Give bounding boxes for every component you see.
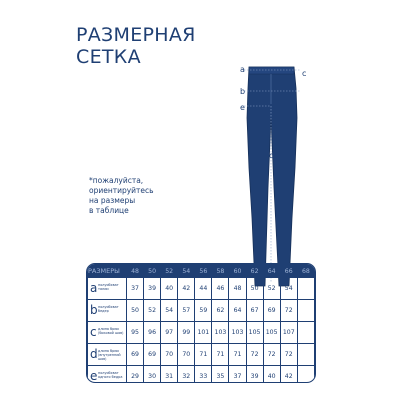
row-description: полуобхват бедер bbox=[98, 305, 119, 313]
row-letter: b bbox=[90, 303, 98, 317]
table-cell: 103 bbox=[212, 322, 229, 344]
row-letter: a bbox=[90, 281, 98, 295]
row-label-e bbox=[88, 366, 127, 384]
table-header-row bbox=[88, 265, 315, 278]
header-size-6: 60 bbox=[229, 265, 246, 278]
row-label-a bbox=[88, 278, 127, 300]
header-size-9: 66 bbox=[280, 265, 297, 278]
table-cell: 30 bbox=[144, 366, 161, 384]
row-description: длина брюк (боковой шов) bbox=[98, 327, 124, 335]
table-cell: 54 bbox=[161, 300, 178, 322]
table-cell bbox=[297, 278, 314, 300]
table-cell: 105 bbox=[246, 322, 263, 344]
header-size-3: 54 bbox=[178, 265, 195, 278]
pants-shape bbox=[247, 67, 297, 286]
size-table-grid bbox=[87, 264, 315, 383]
table-cell bbox=[297, 300, 314, 322]
table-cell: 71 bbox=[212, 344, 229, 366]
table-cell: 42 bbox=[280, 366, 297, 384]
label-e: e bbox=[240, 103, 245, 112]
header-size-10: 68 bbox=[297, 265, 314, 278]
row-label-b bbox=[88, 300, 127, 322]
table-cell: 40 bbox=[161, 278, 178, 300]
table-cell: 40 bbox=[263, 366, 280, 384]
header-sizes-label: РАЗМЕРЫ bbox=[88, 265, 127, 278]
table-cell: 37 bbox=[127, 278, 144, 300]
header-size-4: 56 bbox=[195, 265, 212, 278]
table-cell: 72 bbox=[246, 344, 263, 366]
header-size-2: 52 bbox=[161, 265, 178, 278]
note-line-3: на размеры bbox=[89, 196, 136, 205]
table-cell: 31 bbox=[161, 366, 178, 384]
table-cell: 57 bbox=[178, 300, 195, 322]
header-size-1: 50 bbox=[144, 265, 161, 278]
title-line-2: СЕТКА bbox=[76, 46, 141, 68]
row-letter: d bbox=[90, 347, 98, 361]
note-line-1: *пожалуйста, bbox=[89, 176, 144, 185]
table-cell: 70 bbox=[161, 344, 178, 366]
table-cell: 62 bbox=[212, 300, 229, 322]
header-size-5: 58 bbox=[212, 265, 229, 278]
table-cell: 35 bbox=[212, 366, 229, 384]
title-line-1: РАЗМЕРНАЯ bbox=[76, 24, 196, 46]
table-cell: 71 bbox=[229, 344, 246, 366]
label-c: c bbox=[302, 69, 307, 78]
table-row bbox=[88, 300, 315, 322]
row-description: полуобхват одного бедра bbox=[98, 371, 123, 379]
table-cell: 46 bbox=[212, 278, 229, 300]
table-cell: 39 bbox=[144, 278, 161, 300]
table-cell: 67 bbox=[246, 300, 263, 322]
table-cell: 69 bbox=[127, 344, 144, 366]
table-row bbox=[88, 344, 315, 366]
row-description: длина брюк (внутренний шов) bbox=[98, 349, 121, 361]
label-d: d bbox=[269, 151, 275, 160]
table-cell: 50 bbox=[246, 278, 263, 300]
header-size-8: 64 bbox=[263, 265, 280, 278]
table-cell: 107 bbox=[280, 322, 297, 344]
table-cell: 71 bbox=[195, 344, 212, 366]
note-line-2: ориентируйтесь bbox=[89, 186, 154, 195]
table-row bbox=[88, 278, 315, 300]
pants-waistband bbox=[249, 67, 294, 74]
table-cell: 37 bbox=[229, 366, 246, 384]
table-cell: 72 bbox=[280, 300, 297, 322]
table-cell: 64 bbox=[229, 300, 246, 322]
table-cell: 33 bbox=[195, 366, 212, 384]
table-cell: 103 bbox=[229, 322, 246, 344]
row-letter: e bbox=[90, 369, 98, 383]
table-cell: 99 bbox=[178, 322, 195, 344]
table-cell bbox=[297, 322, 314, 344]
row-label-c bbox=[88, 322, 127, 344]
table-cell: 29 bbox=[127, 366, 144, 384]
table-cell: 72 bbox=[280, 344, 297, 366]
row-letter: c bbox=[90, 325, 97, 339]
table-cell: 96 bbox=[144, 322, 161, 344]
note-line-4: в таблице bbox=[89, 206, 129, 215]
pants-illustration bbox=[226, 58, 316, 288]
table-cell: 54 bbox=[280, 278, 297, 300]
table-cell: 69 bbox=[144, 344, 161, 366]
table-cell: 95 bbox=[127, 322, 144, 344]
table-row bbox=[88, 322, 315, 344]
header-size-0: 48 bbox=[127, 265, 144, 278]
label-a: a bbox=[240, 65, 245, 74]
table-cell: 50 bbox=[127, 300, 144, 322]
table-cell: 70 bbox=[178, 344, 195, 366]
table-cell bbox=[297, 366, 314, 384]
table-cell: 44 bbox=[195, 278, 212, 300]
size-note bbox=[89, 176, 154, 216]
row-label-d bbox=[88, 344, 127, 366]
table-cell bbox=[297, 344, 314, 366]
table-cell: 59 bbox=[195, 300, 212, 322]
table-cell: 39 bbox=[246, 366, 263, 384]
table-cell: 101 bbox=[195, 322, 212, 344]
table-cell: 97 bbox=[161, 322, 178, 344]
page-title bbox=[76, 24, 196, 68]
row-description: полуобхват талии bbox=[98, 283, 119, 291]
table-cell: 48 bbox=[229, 278, 246, 300]
table-cell: 69 bbox=[263, 300, 280, 322]
pants-diagram bbox=[226, 58, 316, 288]
table-cell: 52 bbox=[263, 278, 280, 300]
label-b: b bbox=[240, 87, 246, 96]
table-cell: 72 bbox=[263, 344, 280, 366]
table-body bbox=[88, 278, 315, 384]
table-cell: 42 bbox=[178, 278, 195, 300]
table-cell: 105 bbox=[263, 322, 280, 344]
table-cell: 32 bbox=[178, 366, 195, 384]
size-table bbox=[86, 263, 316, 383]
table-row bbox=[88, 366, 315, 384]
table-cell: 52 bbox=[144, 300, 161, 322]
header-size-7: 62 bbox=[246, 265, 263, 278]
